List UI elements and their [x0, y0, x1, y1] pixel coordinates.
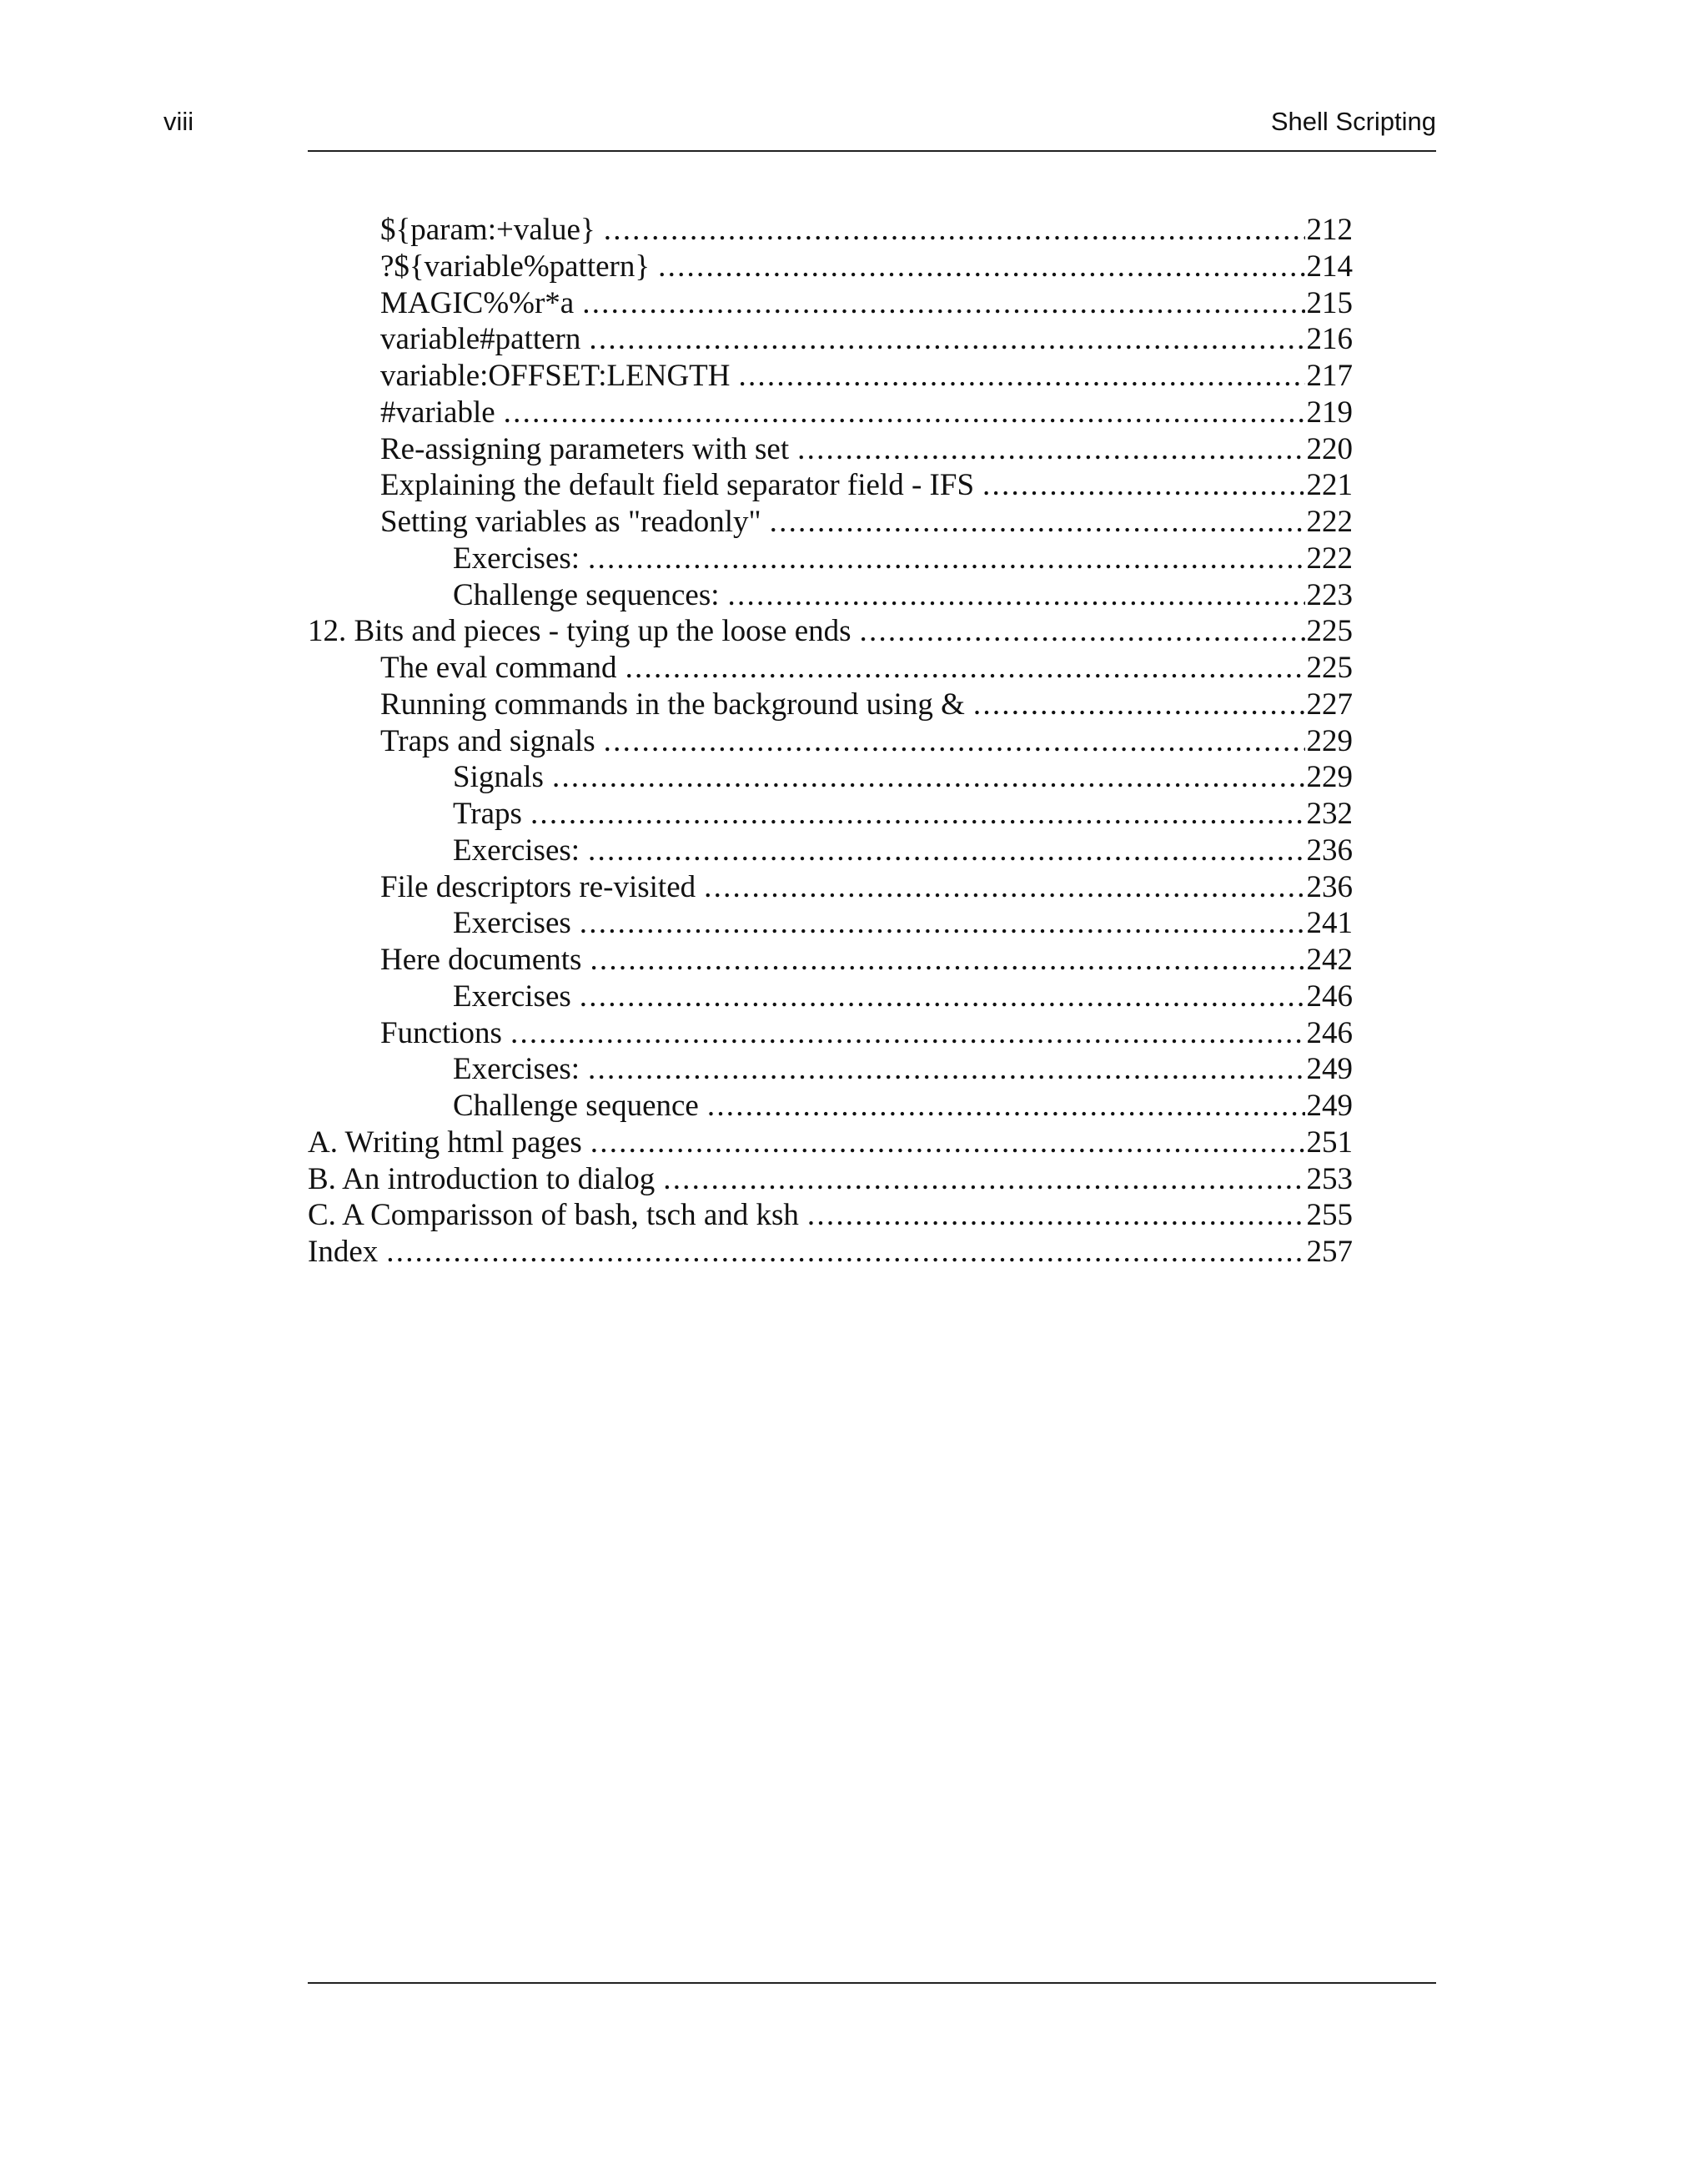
- toc-entry[interactable]: [308, 358, 1353, 395]
- toc-entry-page: 253: [1306, 1161, 1353, 1196]
- toc-entry[interactable]: [308, 1015, 1353, 1052]
- toc-entry-page: 249: [1306, 1052, 1353, 1087]
- toc-entry-page: 222: [1306, 505, 1353, 539]
- toc-entry-page: 223: [1306, 577, 1353, 612]
- toc-entry[interactable]: [308, 249, 1353, 285]
- toc-entry[interactable]: [308, 650, 1353, 687]
- toc-entry-title: variable#pattern: [380, 322, 581, 357]
- toc-leader: [582, 285, 1304, 322]
- toc-leader: [707, 1088, 1305, 1125]
- toc-entry-title: Exercises: [453, 906, 571, 941]
- toc-leader: [580, 905, 1305, 942]
- toc-leader: [604, 723, 1305, 760]
- toc-entry[interactable]: [308, 723, 1353, 760]
- toc-entry-title: The eval command: [380, 651, 617, 685]
- toc-entry-page: 219: [1306, 395, 1353, 430]
- toc-leader: [590, 1125, 1305, 1161]
- toc-entry[interactable]: [308, 395, 1353, 431]
- toc-leader: [588, 833, 1304, 869]
- toc-entry[interactable]: [308, 1234, 1353, 1271]
- toc-entry-title: Functions: [380, 1015, 502, 1050]
- toc-entry-page: 229: [1306, 723, 1353, 758]
- toc-leader: [728, 577, 1305, 614]
- toc-entry-page: 221: [1306, 468, 1353, 503]
- toc-leader: [982, 467, 1304, 504]
- toc-leader: [807, 1197, 1305, 1234]
- toc-entry-page: 241: [1306, 906, 1353, 941]
- toc-leader: [580, 979, 1305, 1015]
- toc-entry[interactable]: [308, 687, 1353, 723]
- toc-entry-page: 257: [1306, 1235, 1353, 1269]
- toc-entry-page: 225: [1306, 651, 1353, 685]
- toc-leader: [504, 395, 1305, 431]
- toc-entry[interactable]: [308, 321, 1353, 358]
- toc-entry-page: 214: [1306, 249, 1353, 284]
- toc-entry[interactable]: [308, 942, 1353, 979]
- toc-entry-title: Index: [308, 1235, 379, 1269]
- toc-leader: [589, 321, 1304, 358]
- toc-leader: [625, 650, 1305, 687]
- toc-entry[interactable]: [308, 613, 1353, 650]
- toc-entry[interactable]: [308, 285, 1353, 322]
- toc-entry-page: 251: [1306, 1125, 1353, 1160]
- toc-entry[interactable]: [308, 905, 1353, 942]
- toc-leader: [860, 613, 1305, 650]
- toc-leader: [973, 687, 1305, 723]
- toc-entry[interactable]: [308, 759, 1353, 796]
- footer-rule: [308, 1982, 1436, 1984]
- header-rule: [308, 150, 1436, 152]
- page-number: viii: [163, 107, 194, 136]
- toc-leader: [386, 1234, 1304, 1271]
- toc-entry-title: ${param:+value}: [380, 213, 595, 247]
- toc-entry-title: 12. Bits and pieces - tying up the loose ends: [308, 614, 851, 649]
- toc-entry-title: Challenge sequence: [453, 1089, 699, 1123]
- toc-leader: [797, 431, 1304, 468]
- toc-entry-page: 232: [1306, 797, 1353, 831]
- toc-entry[interactable]: [308, 1197, 1353, 1234]
- toc-entry-title: Exercises: [453, 979, 571, 1014]
- toc-entry-title: Re-assigning parameters with set: [380, 431, 790, 466]
- toc-entry[interactable]: [308, 541, 1353, 577]
- toc-entry[interactable]: [308, 1088, 1353, 1125]
- toc-entry-page: 246: [1306, 979, 1353, 1014]
- toc-entry-title: Running commands in the background using &: [380, 687, 965, 722]
- toc-entry[interactable]: [308, 212, 1353, 249]
- toc-leader: [588, 541, 1304, 577]
- toc-entry-page: 212: [1306, 213, 1353, 247]
- toc-entry-page: 236: [1306, 833, 1353, 868]
- toc-entry-page: 225: [1306, 614, 1353, 649]
- toc-entry-page: 216: [1306, 322, 1353, 357]
- toc-entry-page: 249: [1306, 1089, 1353, 1123]
- toc-leader: [738, 358, 1304, 395]
- toc-entry-title: B. An introduction to dialog: [308, 1161, 656, 1196]
- toc-entry[interactable]: [308, 577, 1353, 614]
- toc-entry-title: Exercises:: [453, 1052, 580, 1087]
- toc-entry-page: 246: [1306, 1015, 1353, 1050]
- toc-entry[interactable]: [308, 504, 1353, 541]
- toc-entry[interactable]: [308, 796, 1353, 833]
- toc-leader: [588, 1051, 1304, 1088]
- toc-entry[interactable]: [308, 979, 1353, 1015]
- toc-entry[interactable]: [308, 1161, 1353, 1198]
- toc-leader: [770, 504, 1305, 541]
- toc-entry-page: 222: [1306, 541, 1353, 576]
- toc-entry-title: C. A Comparisson of bash, tsch and ksh: [308, 1198, 799, 1233]
- toc-entry-page: 255: [1306, 1198, 1353, 1233]
- toc-entry-title: Traps and signals: [380, 723, 595, 758]
- toc-entry[interactable]: [308, 431, 1353, 468]
- toc-entry-title: variable:OFFSET:LENGTH: [380, 359, 731, 393]
- toc-entry-title: Traps: [453, 797, 522, 831]
- toc-entry-title: Exercises:: [453, 541, 580, 576]
- toc-entry-title: Challenge sequences:: [453, 577, 720, 612]
- toc-leader: [704, 869, 1304, 906]
- toc-leader: [663, 1161, 1304, 1198]
- toc-leader: [510, 1015, 1305, 1052]
- toc-entry-title: MAGIC%%r*a: [380, 285, 575, 320]
- table-of-contents: [308, 212, 1353, 1271]
- toc-leader: [604, 212, 1305, 249]
- toc-leader: [552, 759, 1305, 796]
- toc-entry-title: File descriptors re-visited: [380, 869, 696, 904]
- toc-entry-page: 242: [1306, 943, 1353, 977]
- toc-entry-title: A. Writing html pages: [308, 1125, 582, 1160]
- toc-entry-title: Signals: [453, 760, 544, 795]
- toc-entry-title: #variable: [380, 395, 495, 430]
- toc-entry-title: ?${variable%pattern}: [380, 249, 651, 284]
- toc-entry[interactable]: [308, 467, 1353, 504]
- toc-entry-page: 229: [1306, 760, 1353, 795]
- toc-entry-title: Setting variables as "readonly": [380, 505, 761, 539]
- toc-entry[interactable]: [308, 1125, 1353, 1161]
- toc-leader: [530, 796, 1305, 833]
- toc-entry-title: Explaining the default field separator field - IFS: [380, 468, 975, 503]
- toc-entry-title: Here documents: [380, 943, 582, 977]
- toc-entry-page: 215: [1306, 285, 1353, 320]
- toc-entry-page: 227: [1306, 687, 1353, 722]
- toc-entry-page: 236: [1306, 869, 1353, 904]
- toc-entry[interactable]: [308, 833, 1353, 869]
- toc-entry[interactable]: [308, 1051, 1353, 1088]
- toc-leader: [590, 942, 1304, 979]
- toc-entry-title: Exercises:: [453, 833, 580, 868]
- toc-leader: [658, 249, 1304, 285]
- toc-entry-page: 220: [1306, 431, 1353, 466]
- toc-entry[interactable]: [308, 869, 1353, 906]
- toc-entry-page: 217: [1306, 359, 1353, 393]
- running-title: Shell Scripting: [1270, 107, 1436, 136]
